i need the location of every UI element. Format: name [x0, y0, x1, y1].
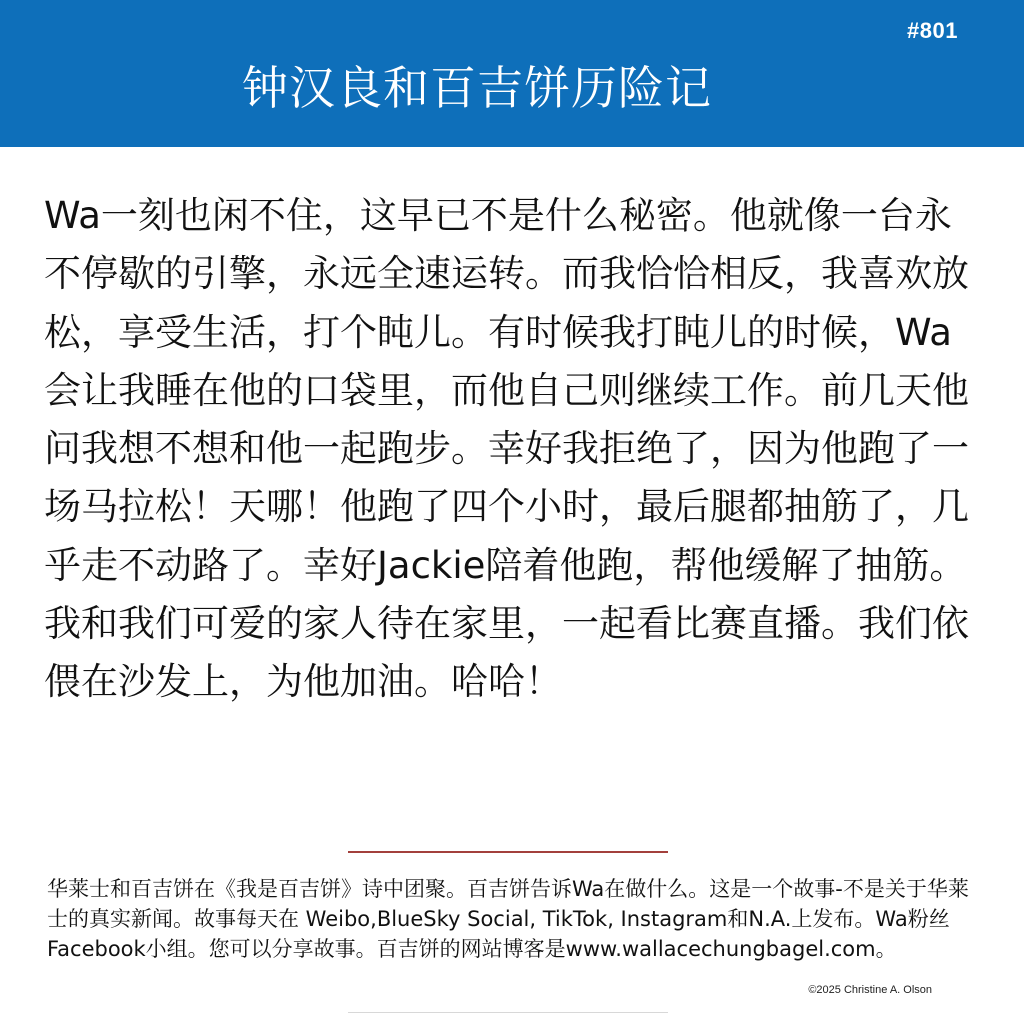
- copyright-notice: ©2025 Christine A. Olson: [808, 984, 932, 996]
- footer-divider: [348, 851, 668, 853]
- story-text: Wa一刻也闲不住，这早已不是什么秘密。他就像一台永不停歇的引擎，永远全速运转。而我恰恰相反，我喜欢放松，享受生活，打个盹儿。有时候我打盹儿的时候，Wa会让我睡在他的口袋里，而他自己则继续工作。前几天他问我想不想和他一起跑步。幸好我拒绝了，因为他跑了一场马拉松！天哪！他跑了四个小时，最后腿都抽筋了，几乎走不动路了。幸好Jackie陪着他跑，帮他缓解了抽筋。我和我们可爱的家人待在家里，一起看比赛直播。我们依偎在沙发上，为他加油。哈哈！: [44, 194, 969, 704]
- page-title: 钟汉良和百吉饼历险记: [242, 61, 712, 115]
- episode-number: #801: [907, 18, 958, 43]
- footer-text: 华莱士和百吉饼在《我是百吉饼》诗中团聚。百吉饼告诉Wa在做什么。这是一个故事-不是关于华莱士的真实新闻。故事每天在 Weibo,BlueSky Social, TikTok, Instagram和N.A.上发布。Wa粉丝Facebook小组。您可以分享故事。百吉饼的网站博客是www.wallacechungbagel.com。: [47, 877, 969, 961]
- bottom-divider: [348, 1012, 668, 1013]
- header-banner: [0, 0, 1024, 147]
